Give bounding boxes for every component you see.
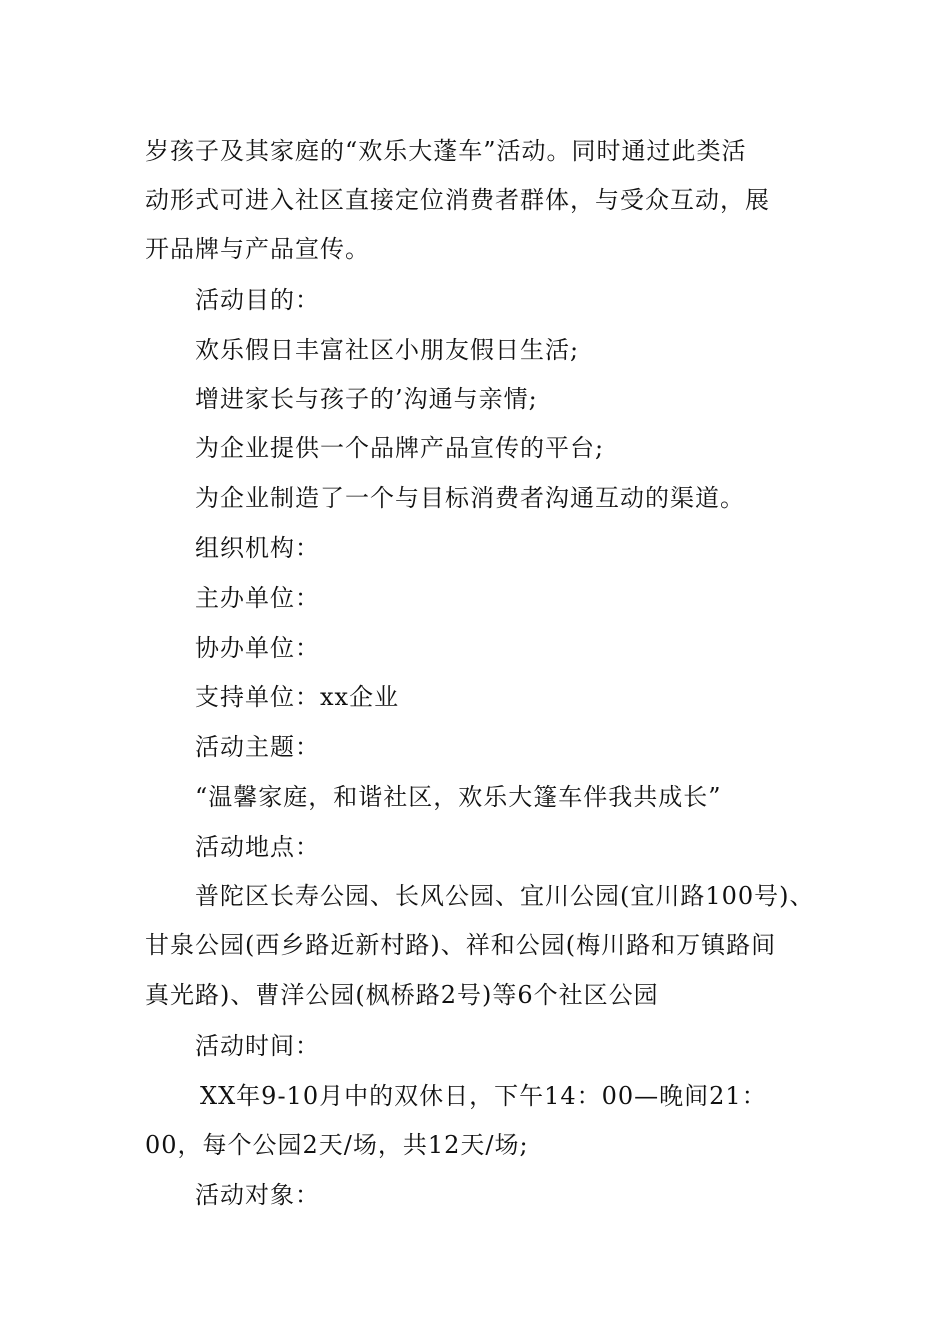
heading-activity-theme: 活动主题： [195,733,320,761]
purpose-item-4: 为企业制造了一个与目标消费者沟通互动的渠道。 [195,484,745,512]
paragraph-intro-line-1: 岁孩子及其家庭的“欢乐大蓬车”活动。同时通过此类活 [145,137,747,165]
co-organizer-line: 协办单位： [195,634,320,662]
heading-activity-purpose: 活动目的： [195,286,320,314]
supporter-line: 支持单位：xx企业 [195,683,400,711]
time-line-1: XX年9-10月中的双休日，下午14：00—晚间21： [200,1082,767,1110]
time-line-2: 00，每个公园2天/场，共12天/场; [145,1131,529,1159]
heading-organization: 组织机构： [195,534,320,562]
organizer-line: 主办单位： [195,584,320,612]
location-line-3: 真光路)、曹洋公园(枫桥路2号)等6个社区公园 [145,981,659,1009]
purpose-item-3: 为企业提供一个品牌产品宣传的平台; [195,434,605,462]
purpose-item-2: 增进家长与孩子的’沟通与亲情; [195,385,538,413]
purpose-item-1: 欢乐假日丰富社区小朋友假日生活; [195,336,580,364]
heading-activity-time: 活动时间： [195,1032,320,1060]
activity-theme-text: “温馨家庭，和谐社区，欢乐大篷车伴我共成长” [195,783,722,811]
paragraph-intro-line-3: 开品牌与产品宣传。 [145,235,370,263]
location-line-2: 甘泉公园(西乡路近新村路)、祥和公园(梅川路和万镇路间 [145,931,777,959]
location-line-1: 普陀区长寿公园、长风公园、宜川公园(宜川路100号)、 [195,882,815,910]
heading-activity-audience: 活动对象： [195,1181,320,1209]
heading-activity-location: 活动地点： [195,833,320,861]
paragraph-intro-line-2: 动形式可进入社区直接定位消费者群体，与受众互动，展 [145,186,770,214]
